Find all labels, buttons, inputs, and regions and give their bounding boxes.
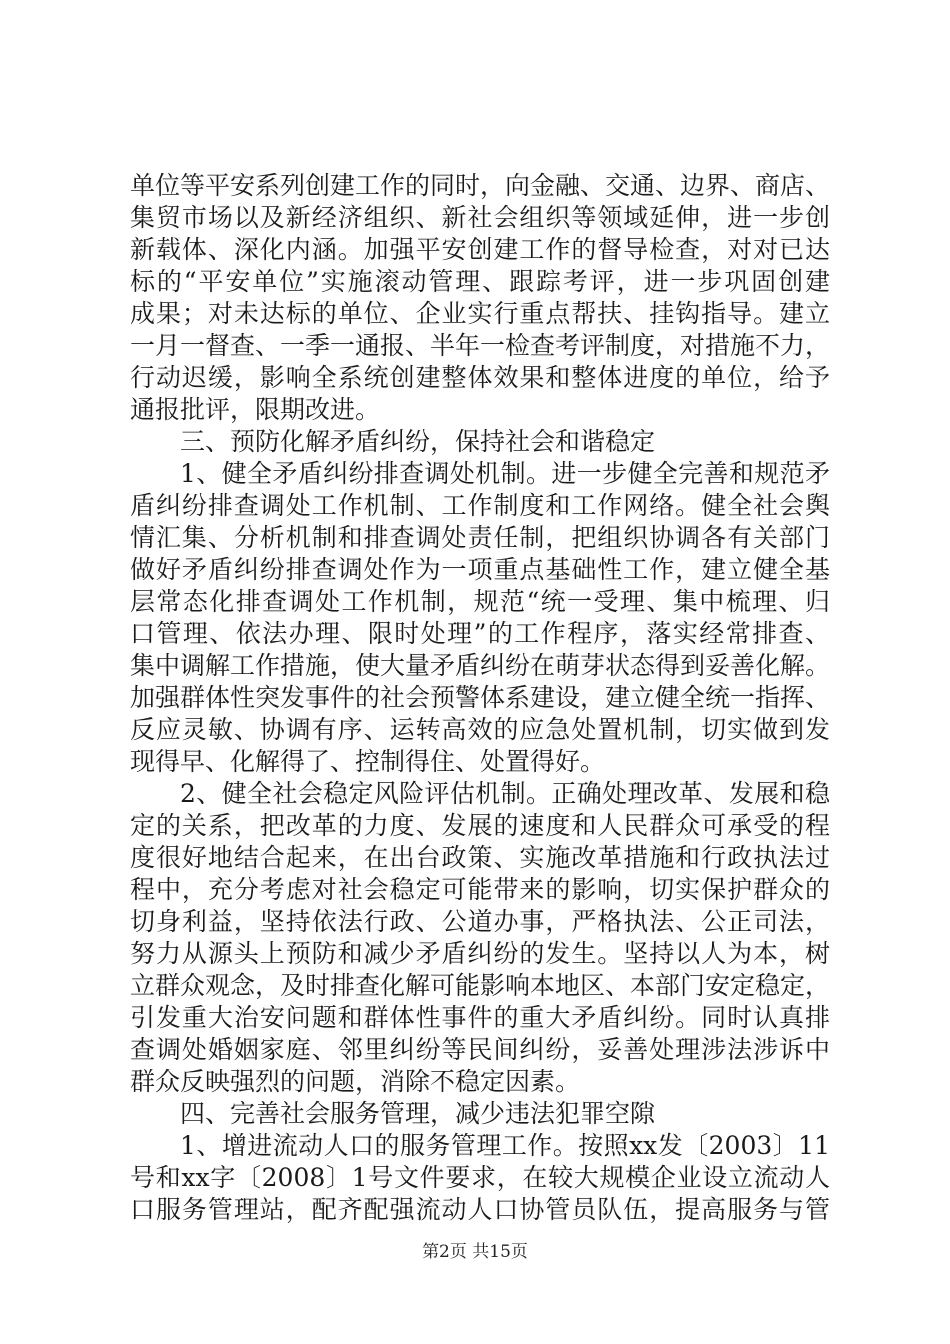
text-line: 查调处婚姻家庭、邻里纠纷等民间纠纷，妥善处理涉法涉诉中 <box>130 1035 830 1064</box>
text-line: 情汇集、分析机制和排查调处责任制，把组织协调各有关部门 <box>130 523 830 552</box>
text-line: 集中调解工作措施，使大量矛盾纠纷在萌芽状态得到妥善化解。 <box>130 651 831 680</box>
text-line: 定的关系，把改革的力度、发展的速度和人民群众可承受的程 <box>130 811 830 840</box>
text-line: 单位等平安系列创建工作的同时，向金融、交通、边界、商店、 <box>130 171 831 200</box>
text-line: 通报批评，限期改进。 <box>130 395 381 424</box>
text-line: 一月一督查、一季一通报、半年一检查考评制度，对措施不力， <box>130 331 831 360</box>
section-heading: 三、预防化解矛盾纠纷，保持社会和谐稳定 <box>180 427 656 456</box>
page-number-footer: 第2页 共15页 <box>422 1242 528 1262</box>
text-line: 口管理、依法办理、限时处理”的工作程序，落实经常排查、 <box>130 619 830 648</box>
text-line: 盾纠纷排查调处工作机制、工作制度和工作网络。健全社会舆 <box>130 491 830 520</box>
text-line: 号和xx字〔2008〕1号文件要求，在较大规模企业设立流动人 <box>130 1163 830 1192</box>
text-line: 引发重大治安问题和群体性事件的重大矛盾纠纷。同时认真排 <box>130 1003 830 1032</box>
document-body <box>130 170 830 1226</box>
text-line: 反应灵敏、协调有序、运转高效的应急处置机制，切实做到发 <box>130 715 830 744</box>
text-line: 层常态化排查调处工作机制，规范“统一受理、集中梳理、归 <box>130 587 830 616</box>
text-line: 努力从源头上预防和减少矛盾纠纷的发生。坚持以人为本，树 <box>130 939 830 968</box>
text-line: 加强群体性突发事件的社会预警体系建设，建立健全统一指挥、 <box>130 683 831 712</box>
text-line: 程中，充分考虑对社会稳定可能带来的影响，切实保护群众的 <box>130 875 830 904</box>
text-line: 做好矛盾纠纷排查调处作为一项重点基础性工作，建立健全基 <box>130 555 830 584</box>
text-line: 行动迟缓，影响全系统创建整体效果和整体进度的单位，给予 <box>130 363 830 392</box>
text-line: 切身利益，坚持依法行政、公道办事，严格执法、公正司法， <box>130 907 830 936</box>
section-heading: 四、完善社会服务管理，减少违法犯罪空隙 <box>180 1099 656 1128</box>
text-line: 群众反映强烈的问题，消除不稳定因素。 <box>130 1067 581 1096</box>
text-line: 度很好地结合起来，在出台政策、实施改革措施和行政执法过 <box>130 843 830 872</box>
text-line: 立群众观念，及时排查化解可能影响本地区、本部门安定稳定， <box>130 971 831 1000</box>
text-line: 成果；对未达标的单位、企业实行重点帮扶、挂钩指导。建立 <box>130 299 830 328</box>
text-line: 口服务管理站，配齐配强流动人口协管员队伍，提高服务与管 <box>130 1195 830 1224</box>
text-line: 标的“平安单位”实施滚动管理、跟踪考评，进一步巩固创建 <box>130 267 830 296</box>
text-line: 1、健全矛盾纠纷排查调处机制。进一步健全完善和规范矛 <box>180 459 830 488</box>
text-line: 1、增进流动人口的服务管理工作。按照xx发〔2003〕11 <box>180 1131 830 1160</box>
text-line: 集贸市场以及新经济组织、新社会组织等领域延伸，进一步创 <box>130 203 830 232</box>
text-line: 现得早、化解得了、控制得住、处置得好。 <box>130 747 606 776</box>
text-line: 新载体、深化内涵。加强平安创建工作的督导检查，对对已达 <box>130 235 830 264</box>
text-line: 2、健全社会稳定风险评估机制。正确处理改革、发展和稳 <box>180 779 830 808</box>
